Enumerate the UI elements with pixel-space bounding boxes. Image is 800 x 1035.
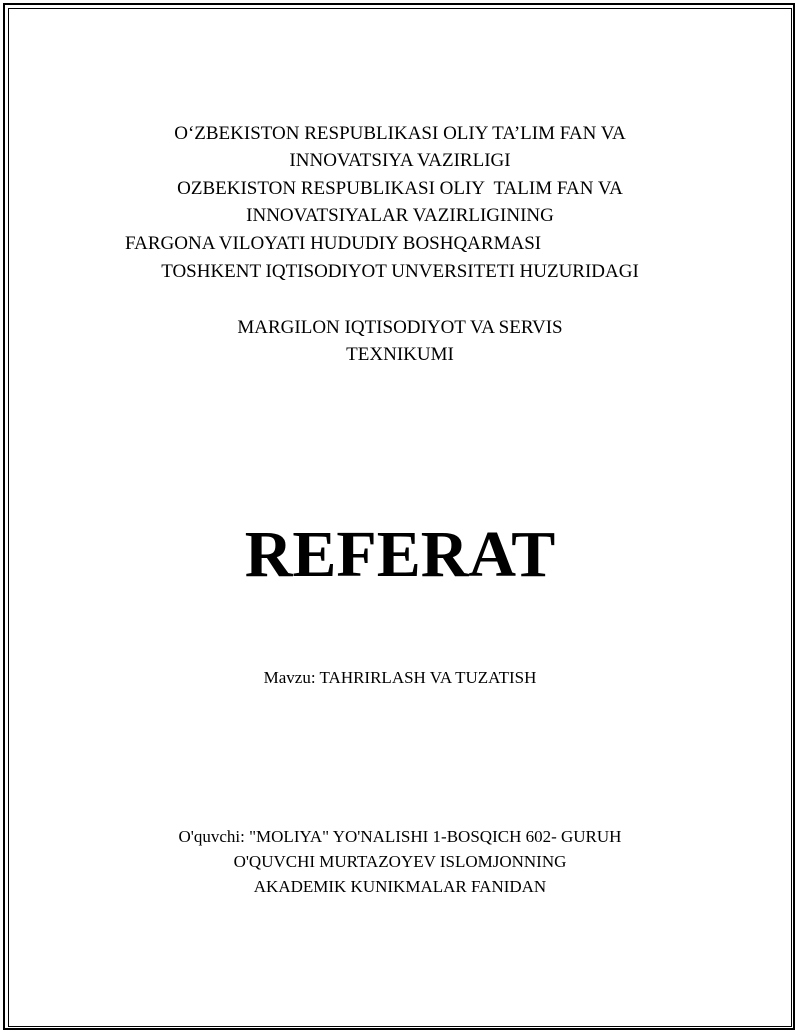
topic-line: Mavzu: TAHRIRLASH VA TUZATISH bbox=[263, 668, 537, 687]
student-line-2: O'QUVCHI MURTAZOYEV ISLOMJONNING bbox=[233, 852, 567, 871]
institution-line-1: MARGILON IQTISODIYOT VA SERVIS bbox=[237, 317, 563, 338]
institution-line-2: TEXNIKUMI bbox=[346, 344, 454, 365]
header-line-2: INNOVATSIYA VAZIRLIGI bbox=[289, 150, 511, 171]
document-title: REFERAT bbox=[244, 518, 556, 591]
header-line-3: OZBEKISTON RESPUBLIKASI OLIY TALIM FAN VA bbox=[177, 178, 623, 199]
student-line-3: AKADEMIK KUNIKMALAR FANIDAN bbox=[253, 877, 547, 896]
header-line-4: INNOVATSIYALAR VAZIRLIGINING bbox=[246, 205, 554, 226]
header-line-6: TOSHKENT IQTISODIYOT UNVERSITETI HUZURIDAGI bbox=[161, 261, 639, 282]
header-line-5: FARGONA VILOYATI HUDUDIY BOSHQARMASI bbox=[125, 233, 542, 254]
header-line-1: O‘ZBEKISTON RESPUBLIKASI OLIY TA’LIM FAN VA bbox=[174, 123, 626, 144]
student-line-1: O'quvchi: "MOLIYA" YO'NALISHI 1-BOSQICH 602- GURUH bbox=[178, 827, 622, 846]
